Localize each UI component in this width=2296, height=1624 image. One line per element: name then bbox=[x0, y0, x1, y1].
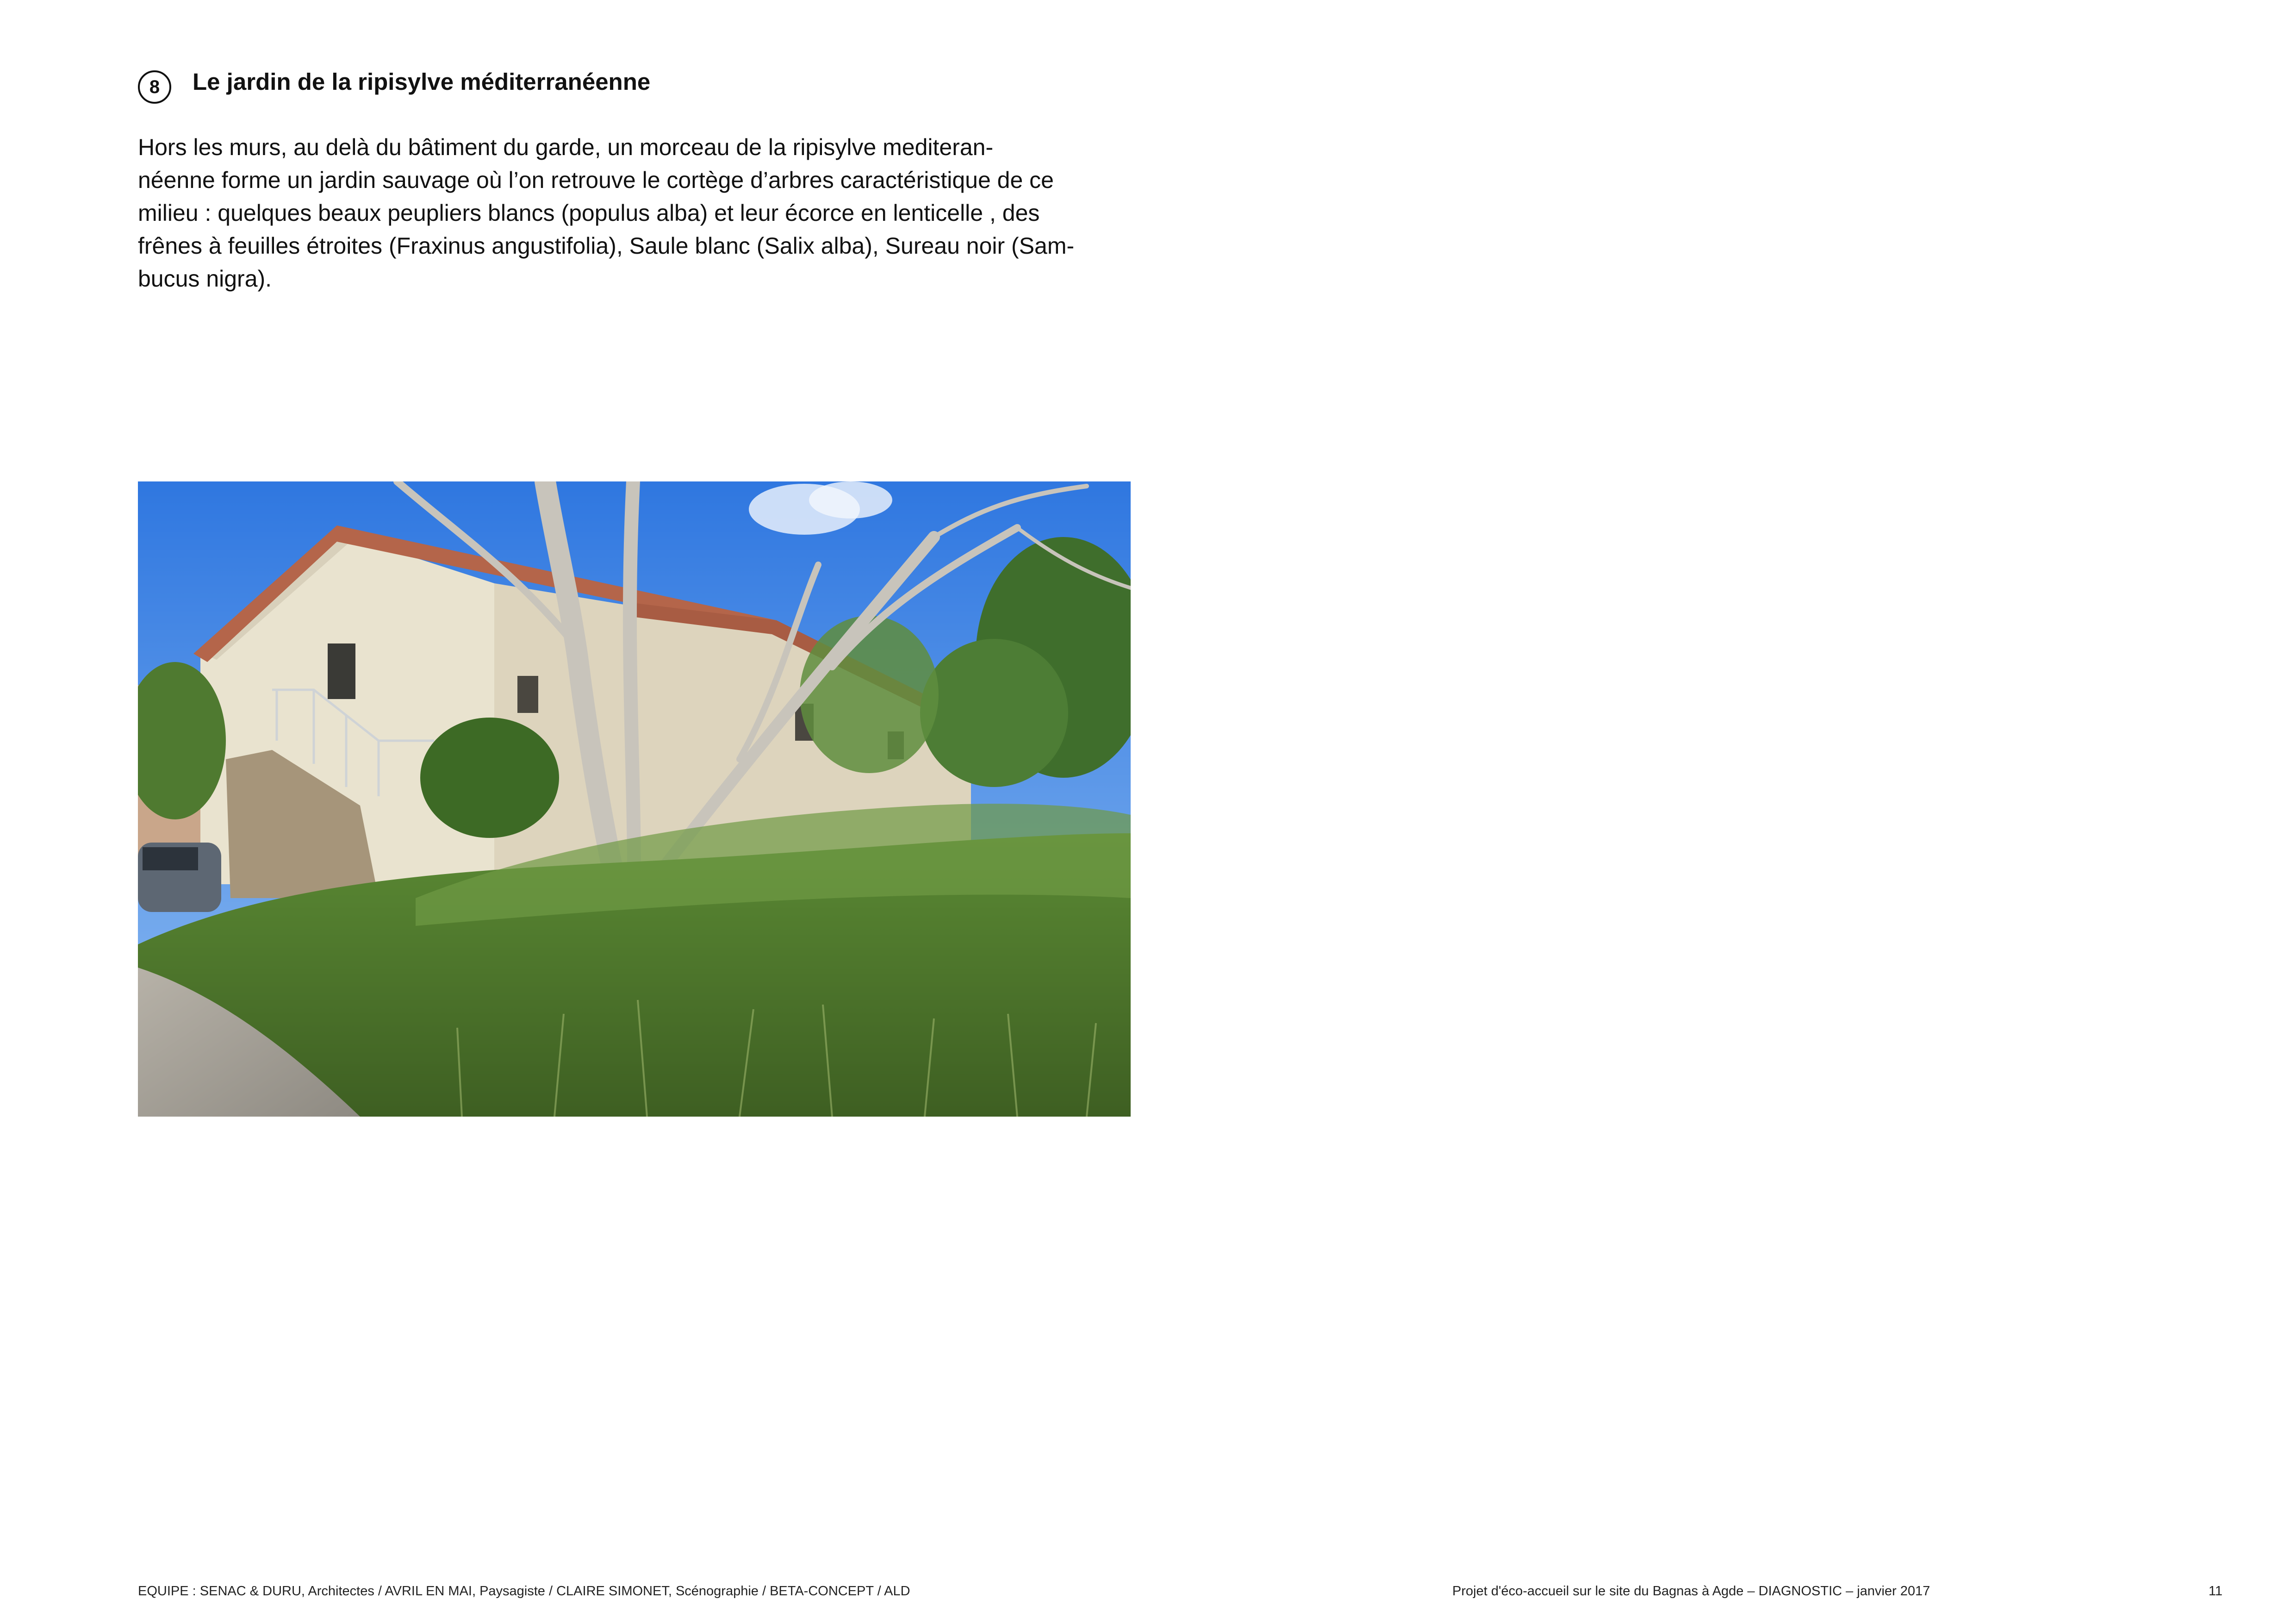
footer-team-credits: EQUIPE : SENAC & DURU, Architectes / AVRIL EN MAI, Paysagiste / CLAIRE SIMONET, Scénographie / BETA-CONCEPT / ALD bbox=[138, 1584, 910, 1599]
section-number-badge bbox=[138, 70, 171, 104]
body-line: frênes à feuilles étroites (Fraxinus angustifolia), Saule blanc (Salix alba), Sureau noir (Sam- bbox=[138, 233, 1075, 259]
section-title: Le jardin de la ripisylve méditerranéenne bbox=[193, 69, 651, 95]
footer-page-number: 11 bbox=[2209, 1584, 2223, 1599]
garden-photo bbox=[138, 481, 1131, 1117]
footer-project-title: Projet d'éco-accueil sur le site du Bagnas à Agde – DIAGNOSTIC – janvier 2017 bbox=[1452, 1584, 1930, 1599]
body-line: Hors les murs, au delà du bâtiment du garde, un morceau de la ripisylve mediteran- bbox=[138, 134, 994, 160]
section-number: 8 bbox=[149, 77, 160, 97]
photo-garden-building-icon bbox=[138, 481, 1131, 1117]
body-line: milieu : quelques beaux peupliers blancs (populus alba) et leur écorce en lenticelle , des bbox=[138, 200, 1040, 226]
body-line: bucus nigra). bbox=[138, 266, 272, 292]
body-paragraph bbox=[138, 131, 1138, 295]
body-line: néenne forme un jardin sauvage où l’on retrouve le cortège d’arbres caractéristique de ce bbox=[138, 167, 1054, 193]
